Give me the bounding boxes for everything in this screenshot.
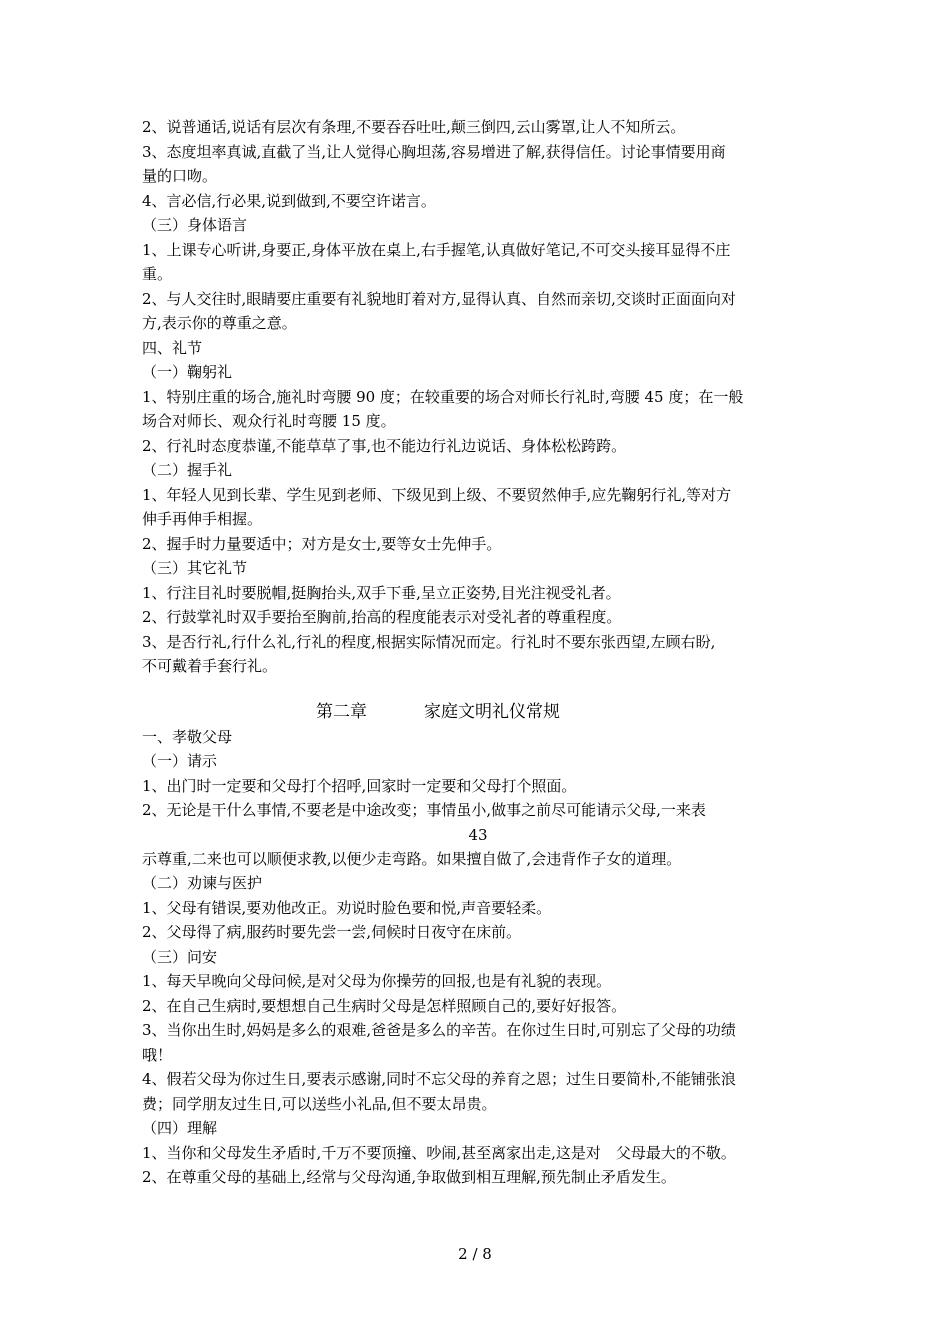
text-line: 2、行鼓掌礼时双手要抬至胸前,抬高的程度能表示对受礼者的尊重程度。 xyxy=(142,608,622,626)
text-line: 2、行礼时态度恭谨,不能草草了事,也不能边行礼边说话、身体松松跨跨。 xyxy=(142,436,627,455)
text-block-middle xyxy=(142,725,814,823)
text-line: 1、出门时一定要和父母打个招呼,回家时一定要和父母打个照面。 xyxy=(142,776,577,795)
inline-page-number: 43 xyxy=(468,825,488,844)
text-line: 2、无论是干什么事情,不要老是中途改变；事情虽小,做事之前尽可能请示父母,一来表 xyxy=(142,801,706,819)
text-line: 4、言必信,行必果,说到做到,不要空许诺言。 xyxy=(142,191,436,210)
text-line: （一）请示 xyxy=(142,752,218,770)
text-line: 四、礼节 xyxy=(142,338,203,357)
text-line: 1、父母有错误,要劝他改正。劝说时脸色要和悦,声音要轻柔。 xyxy=(142,898,552,917)
text-line: 方,表示你的尊重之意。 xyxy=(142,314,297,332)
text-line: 哦！ xyxy=(142,1045,173,1064)
text-line: 重。 xyxy=(142,265,173,283)
text-line: 1、当你和父母发生矛盾时,千万不要顶撞、吵闹,甚至离家出走,这是对 父母最大的不敬。 xyxy=(142,1143,736,1162)
text-line: （三）其它礼节 xyxy=(142,559,248,577)
text-line: 2、握手时力量要适中；对方是女士,要等女士先伸手。 xyxy=(142,534,502,553)
text-line: （二）劝谏与医护 xyxy=(142,874,263,892)
page-footer: 2 / 8 xyxy=(458,1245,492,1263)
text-line: 2、说普通话,说话有层次有条理,不要吞吞吐吐,颠三倒四,云山雾罩,让人不知所云。 xyxy=(142,118,686,136)
text-line: 1、每天早晚向父母问候,是对父母为你操劳的回报,也是有礼貌的表现。 xyxy=(142,972,612,990)
chapter-title: 家庭文明礼仪常规 xyxy=(424,701,560,722)
text-line: 示尊重,二来也可以顺便求教,以便少走弯路。如果擅自做了,会违背作子女的道理。 xyxy=(142,849,682,868)
text-block-bottom xyxy=(142,847,814,1190)
text-line: （四）理解 xyxy=(142,1119,218,1137)
chapter-heading xyxy=(142,699,814,725)
text-line: 1、上课专心听讲,身要正,身体平放在桌上,右手握笔,认真做好笔记,不可交头接耳显得不庄 xyxy=(142,240,731,259)
text-line: 2、父母得了病,服药时要先尝一尝,伺候时日夜守在床前。 xyxy=(142,923,522,941)
text-line: 伸手再伸手相握。 xyxy=(142,510,263,528)
text-line: 2、在自己生病时,要想想自己生病时父母是怎样照顾自己的,要好好报答。 xyxy=(142,996,627,1015)
text-line: （三）身体语言 xyxy=(142,216,248,234)
text-line: 3、态度坦率真诚,直截了当,让人觉得心胸坦荡,容易增进了解,获得信任。讨论事情要用商 xyxy=(142,142,726,161)
text-line: 1、行注目礼时要脱帽,挺胸抬头,双手下垂,呈立正姿势,目光注视受礼者。 xyxy=(142,583,621,602)
text-block-top xyxy=(142,115,814,679)
text-line: 1、年轻人见到长辈、学生见到老师、下级见到上级、不要贸然伸手,应先鞠躬行礼,等对方 xyxy=(142,485,732,504)
text-line: 量的口吻。 xyxy=(142,167,218,185)
text-line: 3、当你出生时,妈妈是多么的艰难,爸爸是多么的辛苦。在你过生日时,可别忘了父母的功绩 xyxy=(142,1021,736,1039)
text-line: （三）问安 xyxy=(142,947,218,966)
text-line: 2、与人交往时,眼睛要庄重要有礼貌地盯着对方,显得认真、自然而亲切,交谈时正面面向对 xyxy=(142,289,736,308)
text-line: （二）握手礼 xyxy=(142,461,233,479)
text-line: 1、特别庄重的场合,施礼时弯腰 90 度；在较重要的场合对师长行礼时,弯腰 45 度；在一般 xyxy=(142,387,744,406)
spacer xyxy=(142,679,814,699)
document-page xyxy=(142,115,814,1190)
text-line: 费；同学朋友过生日,可以送些小礼品,但不要太昂贵。 xyxy=(142,1094,497,1113)
chapter-number: 第二章 xyxy=(316,701,367,722)
text-line: 一、孝敬父母 xyxy=(142,727,233,746)
text-line: 4、假若父母为你过生日,要表示感谢,同时不忘父母的养育之恩；过生日要简朴,不能铺张浪 xyxy=(142,1070,736,1088)
text-line: 2、在尊重父母的基础上,经常与父母沟通,争取做到相互理解,预先制止矛盾发生。 xyxy=(142,1168,676,1186)
text-line: 场合对师长、观众行礼时弯腰 15 度。 xyxy=(142,412,396,430)
text-line: （一）鞠躬礼 xyxy=(142,363,233,381)
text-line: 不可戴着手套行礼。 xyxy=(142,657,278,675)
text-line: 3、是否行礼,行什么礼,行礼的程度,根据实际情况而定。行礼时不要东张西望,左顾右盼, xyxy=(142,632,716,651)
